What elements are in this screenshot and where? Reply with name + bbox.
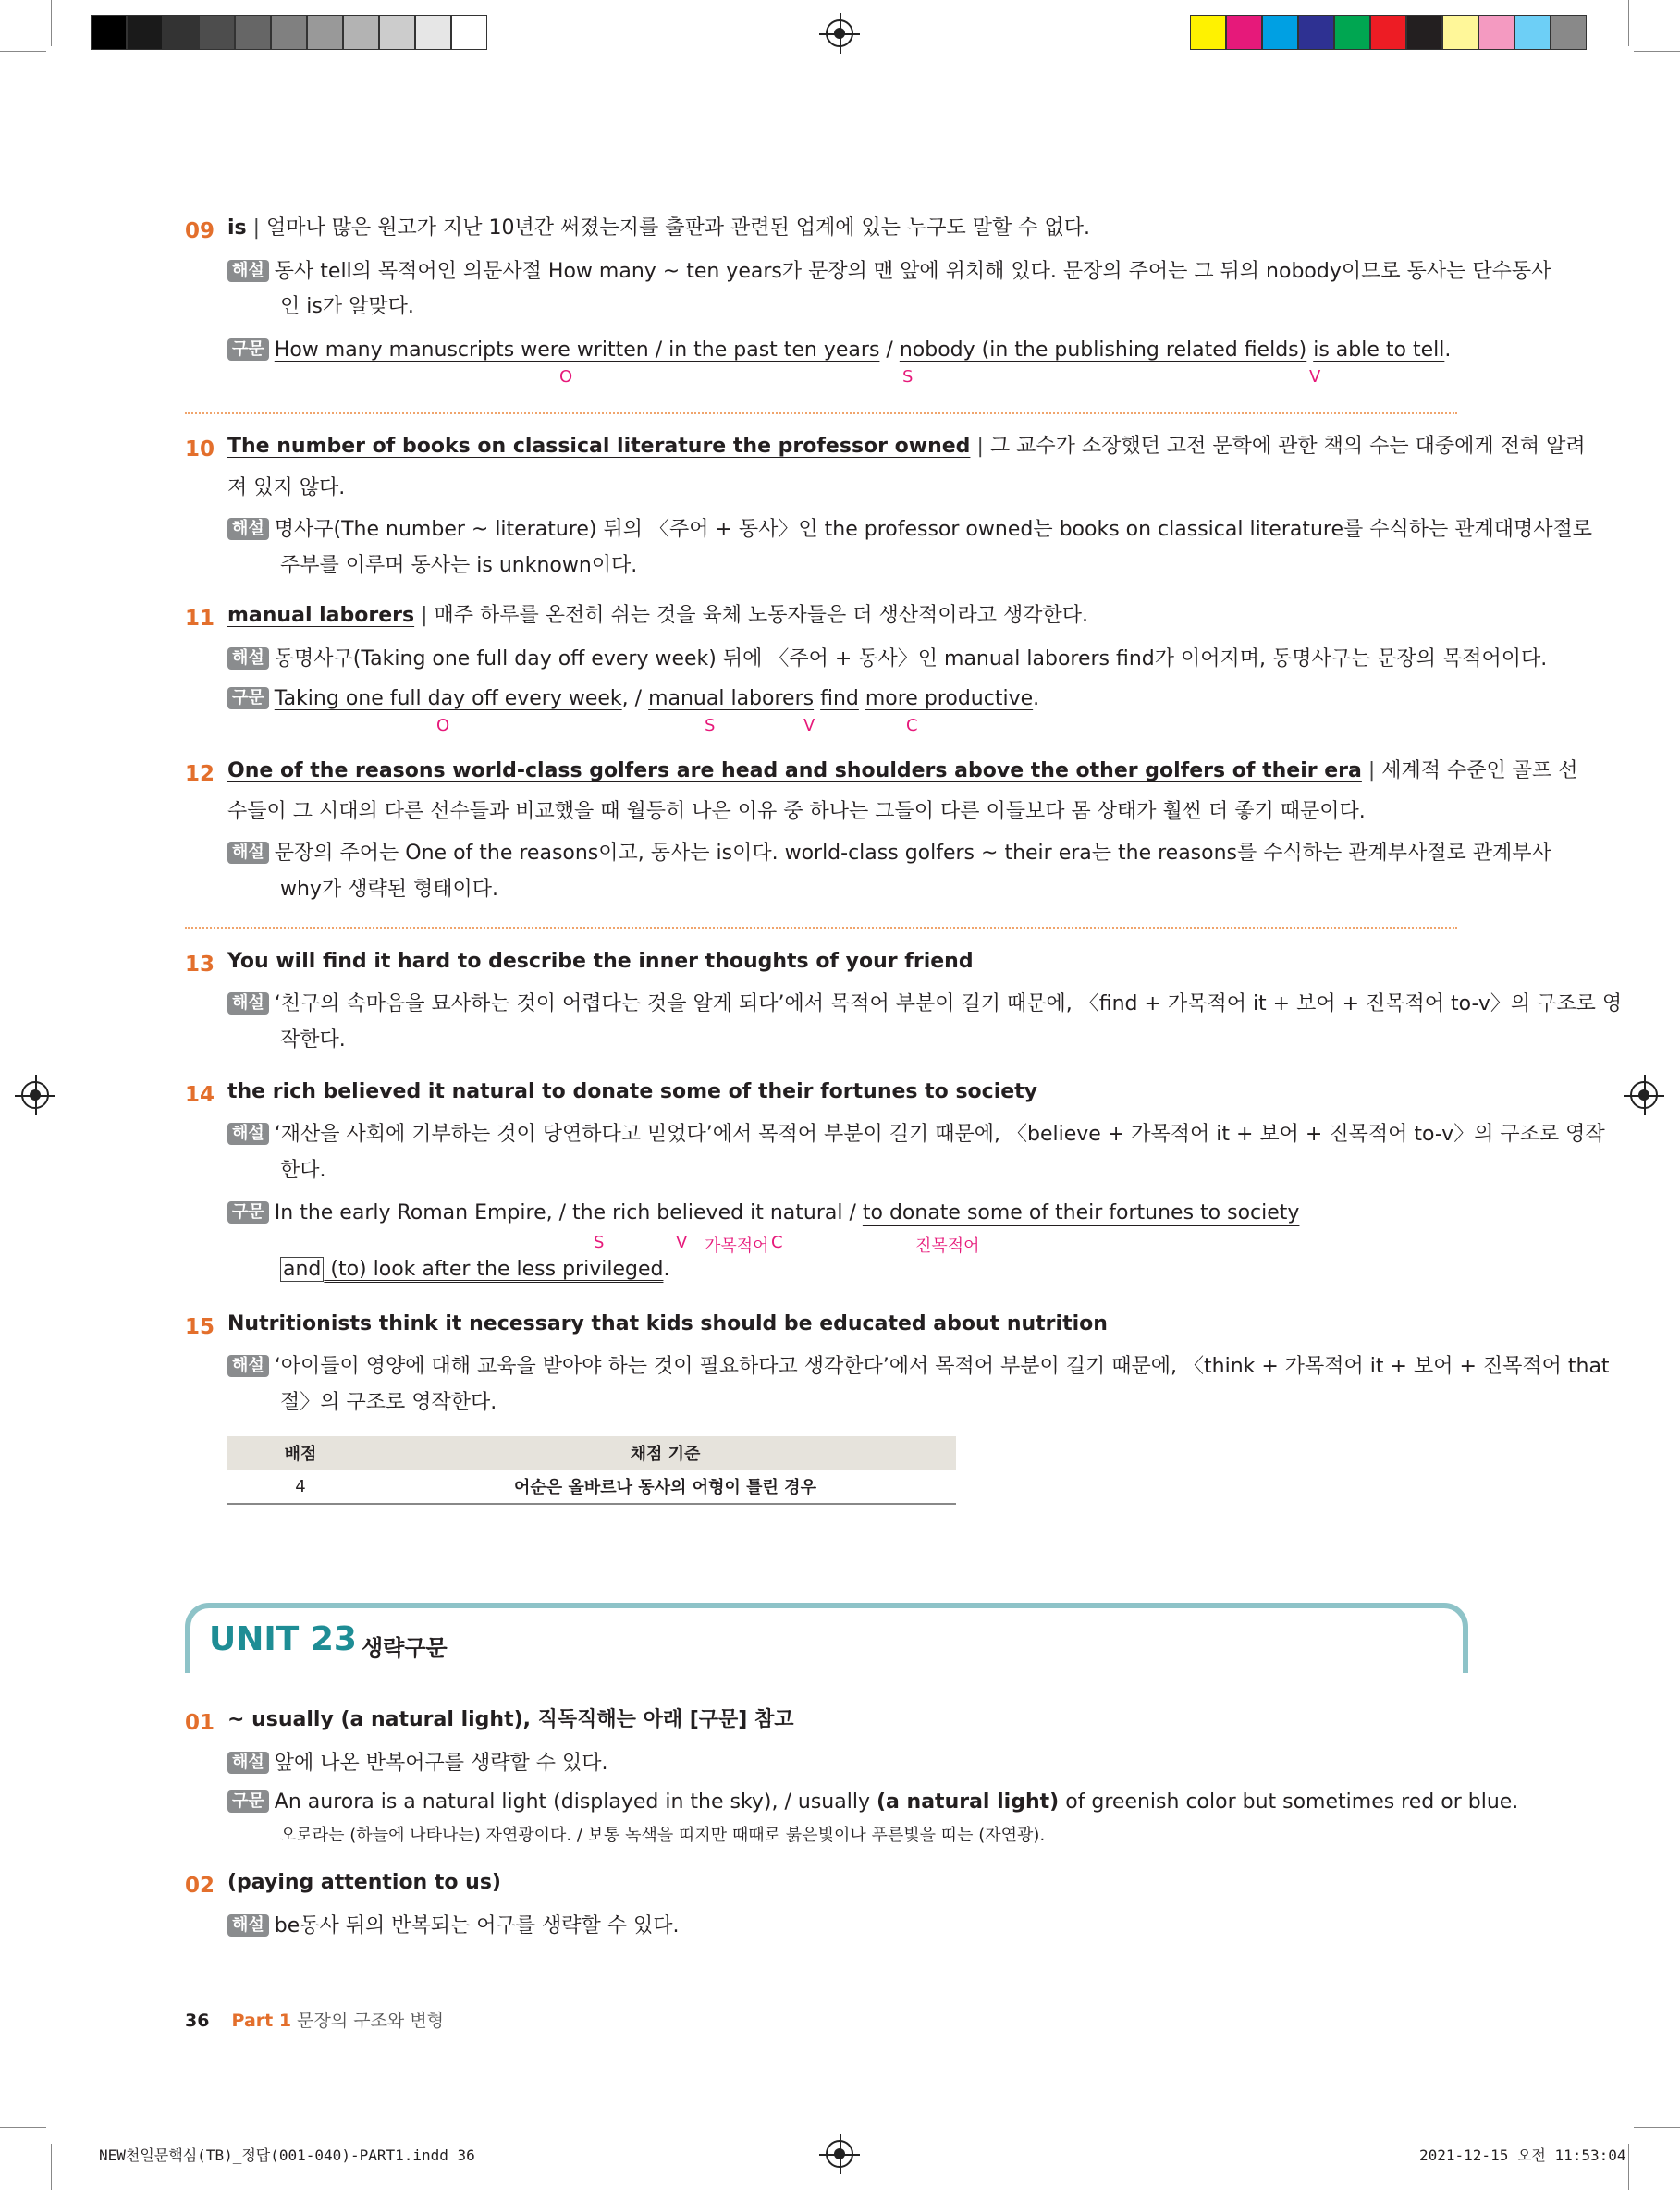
explanation-line <box>227 990 1622 1018</box>
verb-mark: V <box>803 716 815 735</box>
subject-mark: S <box>594 1233 605 1252</box>
color-swatch <box>163 15 199 50</box>
period: . <box>1444 338 1452 362</box>
gumun-tag: 구문 <box>227 338 269 361</box>
haeseol-tag: 해설 <box>227 1914 269 1937</box>
color-swatch <box>235 15 271 50</box>
divider <box>185 927 1457 929</box>
scoring-table <box>227 1436 956 1505</box>
question-number: 09 <box>185 219 215 243</box>
explanation-line <box>227 516 1592 544</box>
question-number: 15 <box>185 1315 215 1339</box>
explanation-text: ‘재산을 사회에 기부하는 것이 당연하다고 믿었다’에서 목적어 부분이 길기 때문에, 〈believe + 가목적어 it + 보어 + 진목적어 to-v〉의 구조로 영작 <box>274 1123 1605 1146</box>
answer-text: is <box>227 216 247 240</box>
verb-phrase: is able to tell <box>1313 338 1445 362</box>
part-label: Part 1 <box>231 2011 292 2031</box>
explanation-line <box>280 293 414 321</box>
separator: , / <box>621 687 649 710</box>
dummy-object-mark: 가목적어 <box>705 1236 769 1256</box>
answer-line: The number of books on classical literature the professor owned | 그 교수가 소장했던 고전 문학에 관한 책의 수는 대중에게 전혀 알려 <box>227 435 1586 458</box>
color-swatch <box>1262 15 1298 50</box>
object-clause: How many manuscripts were written / in the past ten years <box>274 338 880 362</box>
explanation-text: 동명사구(Taking one full day off every week) 뒤에 〈주어 + 동사〉인 manual laborers find가 이어지며, 동명사구는 문장의 목적어이다. <box>274 647 1548 671</box>
translation-text: 그 교수가 소장했던 고전 문학에 관한 책의 수는 대중에게 전혀 알려 <box>989 435 1586 458</box>
structure-line <box>227 1789 1518 1816</box>
explanation-text: 문장의 주어는 One of the reasons이고, 동사는 is이다. world-class golfers ~ their era는 the reasons를 수식하는 관계부사절로 관계부사 <box>274 842 1551 865</box>
color-swatch <box>1514 15 1551 50</box>
translation-text: 얼마나 많은 원고가 지난 10년간 써졌는지를 출판과 관련된 업계에 있는 누구도 말할 수 없다. <box>266 216 1091 240</box>
color-swatch <box>343 15 379 50</box>
translation-line <box>227 474 345 502</box>
color-swatch <box>199 15 235 50</box>
answer-text: Nutritionists think it necessary that kids should be educated about nutrition <box>227 1312 1108 1335</box>
page-footer <box>185 2007 444 2032</box>
verb-phrase: find <box>820 687 859 710</box>
subject-mark: S <box>705 716 716 735</box>
answer-line <box>227 1078 1037 1106</box>
omitted-phrase: (a natural light) <box>876 1790 1060 1814</box>
gumun-tag: 구문 <box>227 687 269 709</box>
haeseol-tag: 해설 <box>227 992 269 1015</box>
explanation-text: why가 생략된 형태이다. <box>280 878 498 901</box>
haeseol-tag: 해설 <box>227 842 269 864</box>
subject-phrase: nobody (in the publishing related fields) <box>899 338 1307 362</box>
answer-line <box>227 948 974 976</box>
explanation-text: ‘친구의 속마음을 묘사하는 것이 어렵다는 것을 알게 되다’에서 목적어 부분이 길기 때문에, 〈find + 가목적어 it + 보어 + 진목적어 to-v〉의 구조로 영 <box>274 992 1623 1015</box>
explanation-line <box>227 1750 608 1778</box>
structure-text: An aurora is a natural light (displayed in the sky), / usually <box>274 1790 877 1814</box>
haeseol-tag: 해설 <box>227 518 269 540</box>
complement-phrase: natural <box>769 1201 843 1224</box>
explanation-line <box>227 1353 1610 1381</box>
conjunction-box: and <box>280 1257 324 1282</box>
explanation-text: 절〉의 구조로 영작한다. <box>280 1391 497 1414</box>
question-number: 11 <box>185 607 215 631</box>
period: . <box>663 1258 670 1281</box>
answer-line <box>227 1310 1108 1338</box>
verb-phrase: believed <box>656 1201 744 1224</box>
color-swatch <box>379 15 415 50</box>
color-swatch <box>1478 15 1514 50</box>
color-swatch <box>271 15 307 50</box>
complement-phrase: more productive <box>865 687 1034 710</box>
dummy-object: it <box>750 1201 764 1224</box>
explanation-text: ‘아이들이 영양에 대해 교육을 받아야 하는 것이 필요하다고 생각한다’에서 목적어 부분이 길기 때문에, 〈think + 가목적어 it + 보어 + 진목적어 that <box>274 1355 1610 1378</box>
explanation-text: be동사 뒤의 반복되는 어구를 생략할 수 있다. <box>274 1914 680 1938</box>
criteria-header: 채점 기준 <box>374 1436 957 1470</box>
answer-text: the rich believed it natural to donate some of their fortunes to society <box>227 1080 1038 1103</box>
unit-subtitle: 생략구문 <box>362 1635 448 1661</box>
subject-mark: S <box>902 367 914 387</box>
explanation-text: 인 is가 알맞다. <box>280 295 414 318</box>
color-swatch <box>1551 15 1587 50</box>
color-swatch <box>1406 15 1442 50</box>
explanation-line <box>280 876 498 904</box>
real-object-mark: 진목적어 <box>915 1236 980 1256</box>
answer-line <box>227 1706 794 1734</box>
registration-mark-icon <box>826 2140 853 2168</box>
parallel-phrase: (to) look after the less privileged <box>324 1258 664 1281</box>
explanation-text: 앞에 나온 반복어구를 생략할 수 있다. <box>274 1752 608 1775</box>
gumun-tag: 구문 <box>227 1201 269 1224</box>
color-swatch <box>91 15 127 50</box>
answer-text: You will find it hard to describe the inner thoughts of your friend <box>227 950 974 973</box>
slug-datetime: 2021-12-15 오전 11:53:04 <box>1419 2147 1626 2164</box>
translation-line <box>280 1822 1045 1850</box>
translation-text: 매주 하루를 온전히 쉬는 것을 육체 노동자들은 더 생산적이라고 생각한다. <box>434 604 1089 627</box>
answer-text: manual laborers <box>227 604 415 627</box>
registration-mark-icon <box>21 1081 49 1109</box>
answer-line: One of the reasons world-class golfers are head and shoulders above the other golfers of their era | 세계적 수준인 골프 선 <box>227 759 1578 782</box>
explanation-line <box>227 646 1547 673</box>
registration-mark-icon <box>1630 1081 1658 1109</box>
question-number: 12 <box>185 762 215 786</box>
verb-mark: V <box>676 1233 688 1252</box>
color-swatch <box>1334 15 1370 50</box>
haeseol-tag: 해설 <box>227 1355 269 1377</box>
object-mark: O <box>559 367 573 387</box>
color-swatch <box>1442 15 1478 50</box>
answer-line: is | 얼마나 많은 원고가 지난 10년간 써졌는지를 출판과 관련된 업계에 있는 누구도 말할 수 없다. <box>227 216 1091 240</box>
explanation-line <box>227 258 1551 286</box>
registration-mark-icon <box>826 19 853 47</box>
score-cell: 4 <box>227 1470 374 1504</box>
part-title: 문장의 구조와 변형 <box>297 2011 445 2031</box>
translation-text: 수들이 그 시대의 다른 선수들과 비교했을 때 월등히 나은 이유 중 하나는 그들이 다른 이들보다 몸 상태가 훨씬 더 좋기 때문이다. <box>227 800 1366 823</box>
divider <box>185 412 1457 414</box>
complement-mark: C <box>771 1233 783 1252</box>
separator: / <box>879 338 900 362</box>
haeseol-tag: 해설 <box>227 1123 269 1145</box>
explanation-text: 명사구(The number ~ literature) 뒤의 〈주어 + 동사〉인 the professor owned는 books on classical literature를 수식하는 관계대명사절로 <box>274 518 1593 541</box>
adverbial-phrase: In the early Roman Empire, / <box>274 1201 572 1224</box>
color-swatch <box>307 15 343 50</box>
structure-text: of greenish color but sometimes red or blue. <box>1059 1790 1519 1814</box>
question-number: 02 <box>185 1874 215 1898</box>
answer-line <box>227 1869 501 1897</box>
slug-file: NEW천일문핵심(TB)_정답(001-040)-PART1.indd 36 <box>99 2147 475 2164</box>
color-swatch <box>127 15 163 50</box>
explanation-line <box>227 840 1551 867</box>
translation-text: 져 있지 않다. <box>227 476 346 499</box>
explanation-text: 주부를 이루며 동사는 is unknown이다. <box>280 554 638 577</box>
subject-phrase: manual laborers <box>648 687 815 710</box>
object-mark: O <box>436 716 450 735</box>
answer-text: ~ usually (a natural light), 직독직해는 아래 [구문] 참고 <box>227 1708 794 1731</box>
question-number: 14 <box>185 1083 215 1107</box>
translation-text: 세계적 수준인 골프 선 <box>1381 759 1578 782</box>
structure-line <box>227 1200 1299 1227</box>
structure-line <box>280 1256 669 1284</box>
score-header: 배점 <box>227 1436 374 1470</box>
gumun-tag: 구문 <box>227 1790 269 1813</box>
explanation-line <box>280 1027 346 1054</box>
structure-line <box>227 337 1451 364</box>
question-number: 13 <box>185 953 215 977</box>
explanation-text: 한다. <box>280 1159 326 1182</box>
period: . <box>1033 687 1040 710</box>
explanation-line <box>280 1389 497 1417</box>
color-swatch <box>451 15 487 50</box>
answer-text: The number of books on classical literature the professor owned <box>227 435 971 458</box>
explanation-line <box>227 1121 1605 1149</box>
color-swatch <box>1226 15 1262 50</box>
color-swatch <box>1370 15 1406 50</box>
explanation-line <box>280 1157 326 1185</box>
page-number: 36 <box>185 2011 210 2031</box>
explanation-text: 작한다. <box>280 1028 346 1052</box>
translation-line <box>227 798 1366 826</box>
color-swatch <box>415 15 451 50</box>
separator: / <box>842 1201 863 1224</box>
color-swatch <box>1298 15 1334 50</box>
haeseol-tag: 해설 <box>227 260 269 282</box>
separator <box>764 1201 770 1224</box>
answer-line: manual laborers | 매주 하루를 온전히 쉬는 것을 육체 노동자들은 더 생산적이라고 생각한다. <box>227 604 1089 627</box>
answer-text: One of the reasons world-class golfers are head and shoulders above the other golfers of their era <box>227 759 1362 782</box>
explanation-line <box>227 1913 680 1940</box>
real-object-phrase: to donate some of their fortunes to society <box>862 1201 1300 1224</box>
criteria-cell: 어순은 올바르나 동사의 어형이 틀린 경우 <box>374 1470 957 1504</box>
object-phrase: Taking one full day off every week <box>274 687 622 710</box>
separator <box>859 687 865 710</box>
explanation-text: 동사 tell의 목적어인 의문사절 How many ~ ten years가 문장의 맨 앞에 위치해 있다. 문장의 주어는 그 뒤의 nobody이므로 동사는 단수동사 <box>274 260 1551 283</box>
structure-line <box>227 685 1039 713</box>
explanation-line <box>280 552 637 580</box>
verb-mark: V <box>1309 367 1321 387</box>
subject-phrase: the rich <box>572 1201 651 1224</box>
color-swatch <box>1190 15 1226 50</box>
unit-title: UNIT 23 <box>209 1620 357 1658</box>
answer-text: (paying attention to us) <box>227 1871 501 1894</box>
haeseol-tag: 해설 <box>227 647 269 670</box>
haeseol-tag: 해설 <box>227 1752 269 1774</box>
question-number: 10 <box>185 437 215 461</box>
complement-mark: C <box>906 716 918 735</box>
translation-text: 오로라는 (하늘에 나타나는) 자연광이다. / 보통 녹색을 띠지만 때때로 붉은빛이나 푸른빛을 띠는 (자연광). <box>280 1826 1046 1845</box>
question-number: 01 <box>185 1711 215 1735</box>
